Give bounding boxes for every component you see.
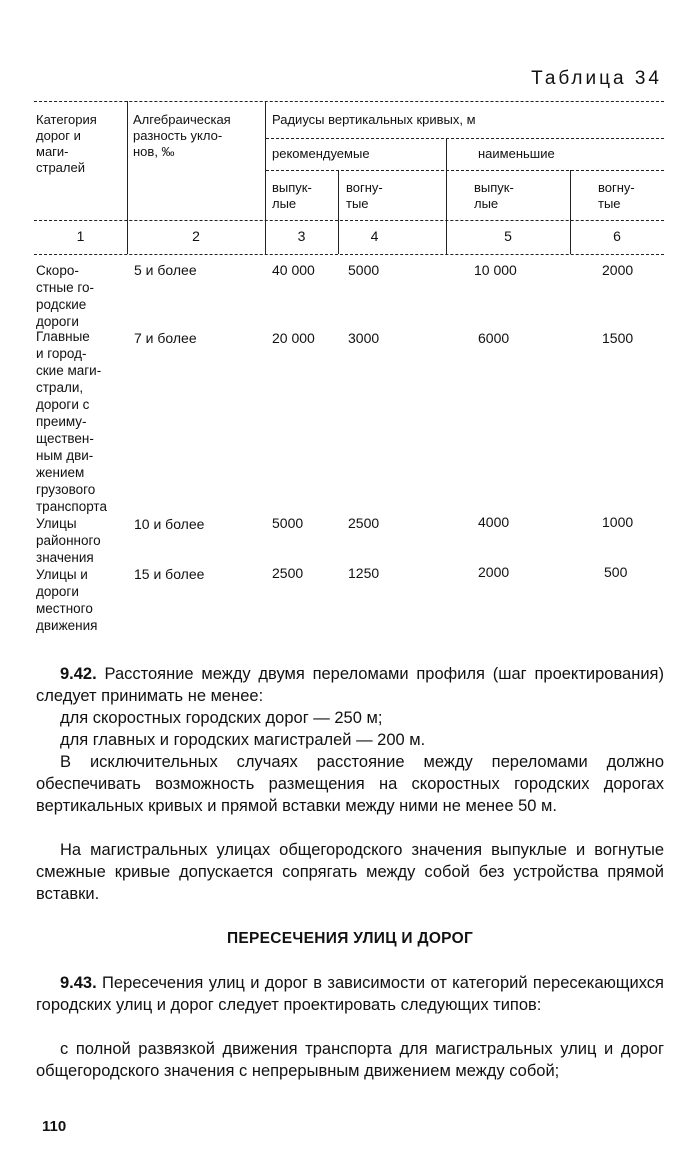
column-number: 6 — [613, 228, 621, 244]
header-min-convex: выпук- лые — [474, 180, 514, 211]
table-row-category: Улицы и дороги местного движения — [36, 567, 98, 633]
clause-9-42-trunk-streets: На магистральных улицах общегородского значения выпуклые и вогнутые смежные кривые допускается сопрягать между собой без устройства прямой вставки. — [36, 841, 664, 903]
table-caption: Таблица 34 — [531, 68, 662, 89]
table-row-grade: 5 и более — [134, 262, 197, 278]
table-cell-min-concave: 1500 — [602, 330, 634, 346]
table-cell-rec-concave: 2500 — [348, 515, 380, 531]
table-row-category: Улицы районного значения — [36, 516, 101, 565]
header-radii: Радиусы вертикальных кривых, м — [272, 112, 476, 127]
table-radii-rule — [266, 138, 664, 139]
header-grade: Алгебраическая разность укло- нов, ‰ — [133, 112, 231, 159]
table-cell-min-concave: 1000 — [602, 514, 634, 530]
column-number: 3 — [297, 228, 306, 244]
table-cell-rec-convex: 40 000 — [272, 262, 315, 278]
table-cell-rec-concave: 3000 — [348, 330, 380, 346]
table-cell-rec-concave: 5000 — [348, 262, 380, 278]
clause-9-42-intro — [36, 663, 664, 707]
table-cell-min-concave: 2000 — [602, 262, 634, 278]
column-number: 2 — [192, 228, 200, 244]
table-row-category: Скоро- стные го- родские дороги — [36, 263, 94, 329]
header-rec-concave: вогну- тые — [346, 180, 383, 211]
column-number: 1 — [76, 228, 85, 244]
clause-text: Пересечения улиц и дорог в зависимости от категорий пересекающихся городских улиц и дорог следует проектировать следующих типов: — [36, 974, 664, 1014]
table-cell-min-convex: 2000 — [478, 564, 510, 580]
clause-9-42-exception: В исключительных случаях расстояние между переломами должно обеспечивать возможность размещения на скоростных городских дорогах вертикальных кривых и прямой вставки между ними не менее 50 м. — [36, 753, 664, 815]
table-row-grade: 7 и более — [134, 330, 197, 346]
table-row-category: Главные и город- ские маги- страли, дороги с преиму- ществен- ным дви- жением грузового транспорта — [36, 329, 107, 514]
table-colnum-bottom-rule — [34, 254, 664, 255]
clause-9-42-item: для скоростных городских дорог — 250 м; — [60, 709, 383, 727]
clause-number: 9.43. — [60, 974, 97, 992]
table-row-grade: 10 и более — [134, 516, 205, 532]
header-recommended: рекомендуемые — [272, 146, 370, 161]
table-cell-min-convex: 6000 — [478, 330, 510, 346]
header-category: Категория дорог и маги- стралей — [36, 112, 97, 175]
header-rec-convex: выпук- лые — [272, 180, 312, 211]
column-number: 4 — [370, 228, 379, 244]
table-subheader-rule — [266, 170, 664, 171]
table-cell-min-convex: 10 000 — [474, 262, 517, 278]
column-number: 5 — [504, 228, 512, 244]
table-cell-rec-convex: 2500 — [272, 565, 304, 581]
clause-9-43-item: с полной развязкой движения транспорта для магистральных улиц и дорог общегородского значения с непрерывным движением между собой; — [36, 1040, 664, 1080]
clause-text: Расстояние между двумя переломами профиля (шаг проектирования) следует принимать не менее: — [36, 665, 664, 705]
table-top-rule — [34, 101, 664, 102]
clause-9-43-intro — [36, 972, 664, 1016]
section-title: ПЕРЕСЕЧЕНИЯ УЛИЦ И ДОРОГ — [226, 930, 474, 947]
table-cell-rec-convex: 20 000 — [272, 330, 315, 346]
table-row-grade: 15 и более — [134, 566, 205, 582]
page-number: 110 — [42, 1118, 67, 1135]
header-min-concave: вогну- тые — [598, 180, 635, 211]
clause-number: 9.42. — [60, 665, 97, 683]
table-cell-rec-concave: 1250 — [348, 565, 380, 581]
table-cell-min-concave: 500 — [604, 564, 628, 580]
table-cell-min-convex: 4000 — [478, 514, 510, 530]
clause-9-42-item: для главных и городских магистралей — 200 м. — [60, 731, 426, 749]
header-minimum: наименьшие — [478, 146, 555, 161]
table-cell-rec-convex: 5000 — [272, 515, 304, 531]
